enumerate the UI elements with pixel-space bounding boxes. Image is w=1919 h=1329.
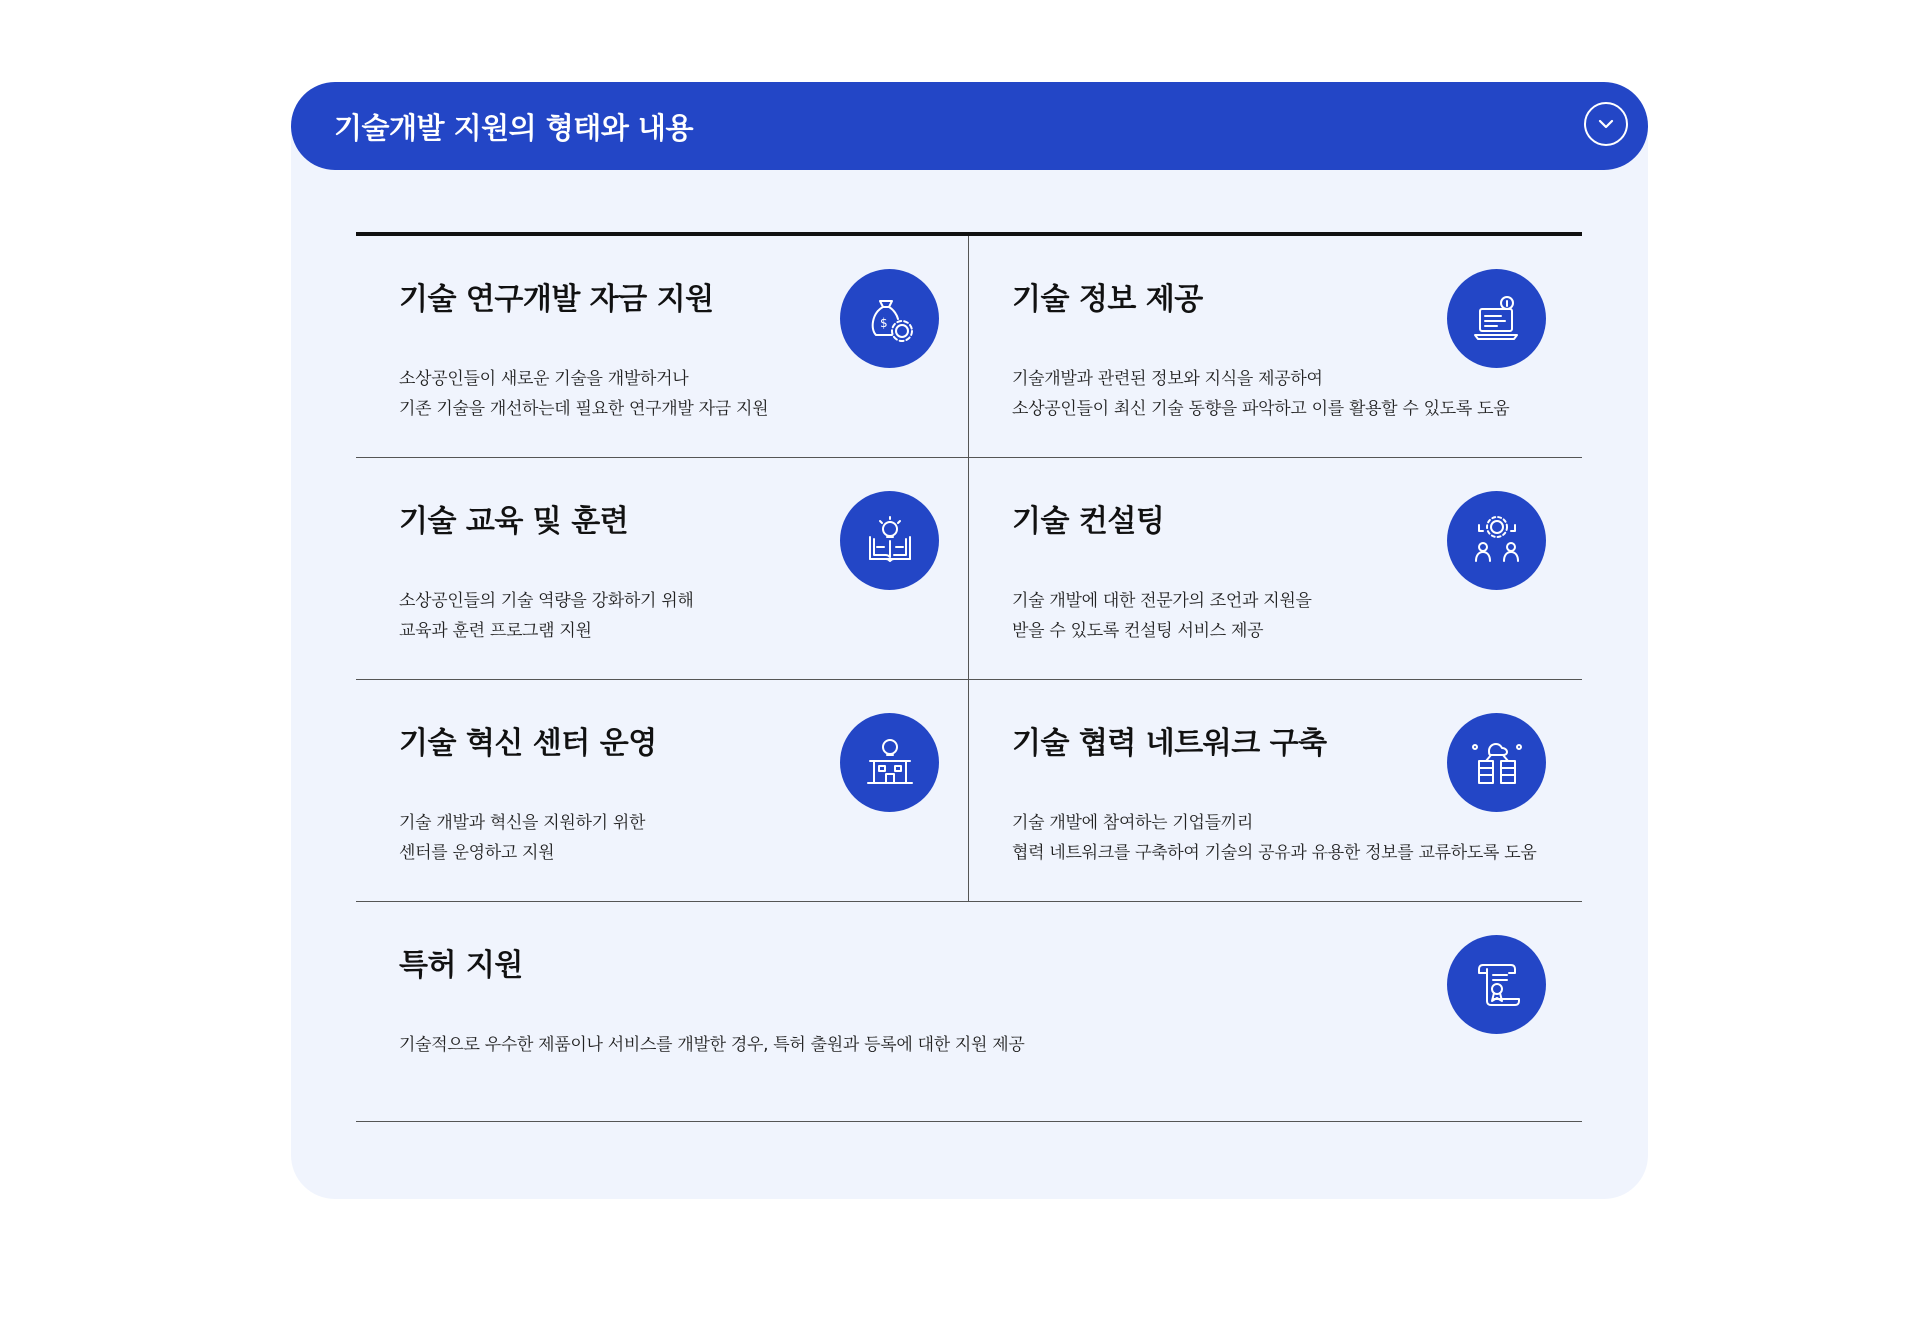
item-description-line: 소상공인들이 새로운 기술을 개발하거나 xyxy=(399,369,689,389)
item-description-line: 센터를 운영하고 지원 xyxy=(399,843,555,863)
item-description xyxy=(1012,586,1312,646)
item-description-line: 협력 네트워크를 구축하여 기술의 공유과 유용한 정보를 교류하도록 도움 xyxy=(1012,843,1537,863)
innovation-building-icon xyxy=(840,713,939,812)
support-item-consulting xyxy=(969,458,1582,679)
item-title: 기술 정보 제공 xyxy=(1012,282,1203,317)
item-description xyxy=(1012,808,1537,868)
item-title: 기술 컨설팅 xyxy=(1012,504,1165,539)
support-item-education xyxy=(356,458,969,679)
item-title: 기술 교육 및 훈련 xyxy=(399,504,629,539)
item-description xyxy=(1012,364,1509,424)
item-description-line: 소상공인들의 기술 역량을 강화하기 위해 xyxy=(399,591,694,611)
chevron-down-icon xyxy=(1596,114,1616,134)
svg-text:$: $ xyxy=(879,315,888,330)
item-description-line: 기존 기술을 개선하는데 필요한 연구개발 자금 지원 xyxy=(399,399,769,419)
item-description-line: 소상공인들이 최신 기술 동향을 파악하고 이를 활용할 수 있도록 도움 xyxy=(1012,399,1510,419)
support-row xyxy=(356,680,1582,902)
item-description-line: 기술적으로 우수한 제품이나 서비스를 개발한 경우, 특허 출원과 등록에 대한 지원 제공 xyxy=(399,1035,1025,1055)
item-description-line: 받을 수 있도록 컨설팅 서비스 제공 xyxy=(1012,621,1264,641)
support-item-patent xyxy=(356,902,1582,1121)
item-description xyxy=(399,808,645,868)
item-title: 기술 연구개발 자금 지원 xyxy=(399,282,714,317)
item-title: 특허 지원 xyxy=(399,948,523,983)
support-item-tech-info xyxy=(969,236,1582,457)
item-description-line: 기술개발과 관련된 정보와 지식을 제공하여 xyxy=(1012,369,1323,389)
item-description xyxy=(399,1030,1025,1060)
support-grid xyxy=(356,232,1582,1122)
item-description-line: 기술 개발과 혁신을 지원하기 위한 xyxy=(399,813,646,833)
support-row xyxy=(356,902,1582,1122)
item-description-line: 교육과 훈련 프로그램 지원 xyxy=(399,621,592,641)
panel-title: 기술개발 지원의 형태와 내용 xyxy=(334,110,693,145)
certificate-scroll-icon xyxy=(1447,935,1546,1034)
book-lightbulb-icon xyxy=(840,491,939,590)
support-item-network xyxy=(969,680,1582,901)
server-cloud-network-icon xyxy=(1447,713,1546,812)
item-description-line: 기술 개발에 대한 전문가의 조언과 지원을 xyxy=(1012,591,1312,611)
collapse-toggle-button[interactable] xyxy=(1584,102,1628,146)
item-description-line: 기술 개발에 참여하는 기업들끼리 xyxy=(1012,813,1254,833)
support-item-innovation-center xyxy=(356,680,969,901)
money-bag-gear-icon xyxy=(840,269,939,368)
support-row xyxy=(356,458,1582,680)
item-description xyxy=(399,586,694,646)
support-panel xyxy=(291,82,1648,1199)
support-row xyxy=(356,236,1582,458)
panel-header[interactable] xyxy=(291,82,1648,170)
item-description xyxy=(399,364,768,424)
laptop-info-icon xyxy=(1447,269,1546,368)
consulting-people-icon xyxy=(1447,491,1546,590)
item-title: 기술 협력 네트워크 구축 xyxy=(1012,726,1327,761)
item-title: 기술 혁신 센터 운영 xyxy=(399,726,657,761)
support-item-rnd-funding xyxy=(356,236,969,457)
